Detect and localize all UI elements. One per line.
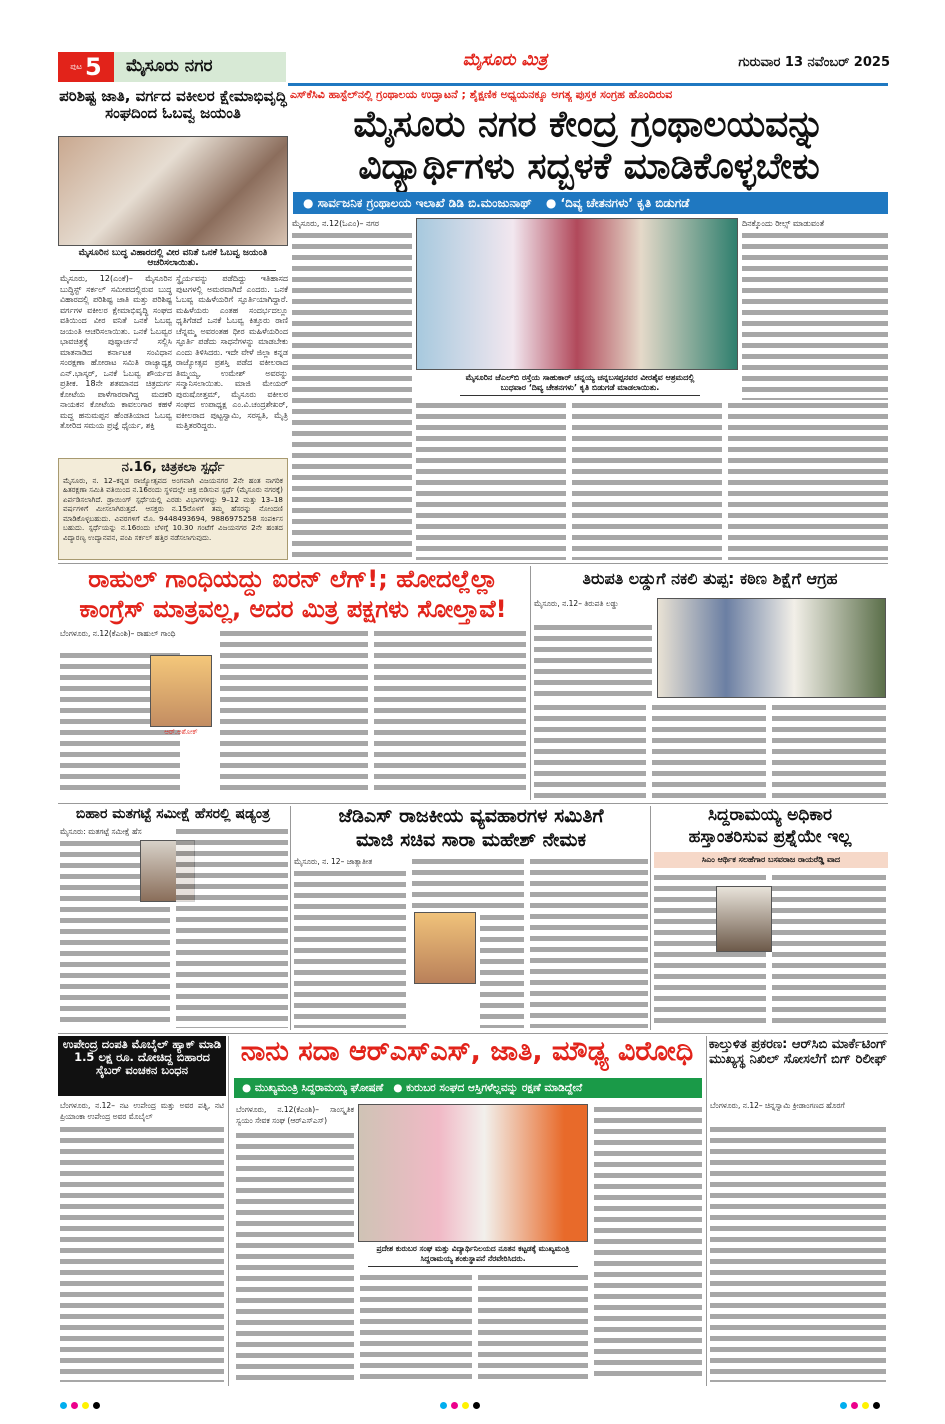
page-number: 5 <box>85 53 102 81</box>
jds-headline-line2: ಮಾಜಿ ಸಚಿವ ಸಾರಾ ಮಹೇಶ್ ನೇಮಕ <box>355 829 587 851</box>
rahul-body-col3 <box>374 628 526 795</box>
rss-body-col1 <box>236 1130 354 1382</box>
rss-bullet-1-text: ಮುಖ್ಯಮಂತ್ರಿ ಸಿದ್ದರಾಮಯ್ಯ ಘೋಷಣೆ <box>254 1081 384 1094</box>
lead-dateline: ಮೈಸೂರು, ನ.12(ಓಎಂ)– ನಗರ <box>292 219 379 228</box>
siddu-headline-line1: ಸಿದ್ದರಾಮಯ್ಯ ಅಧಿಕಾರ <box>707 805 833 825</box>
lead-bullet-2: ● ‘ದಿವ್ಯ ಚೇತನಗಳು’ ಕೃತಿ ಬಿಡುಗಡೆ <box>545 195 690 210</box>
divider <box>58 1033 888 1034</box>
bihar-body-col2 <box>176 826 288 1028</box>
divider <box>58 803 888 804</box>
tirupati-body-col2 <box>652 702 766 798</box>
lead-body-col4 <box>728 400 888 560</box>
rahul-headline-line1: ರಾಹುಲ್ ಗಾಂಧಿಯದ್ದು ಐರನ್ ಲೆಗ್!; ಹೋದಲ್ಲೆಲ್ಲಾ <box>88 565 498 593</box>
upendra-dateline: ಬೆಂಗಳೂರು, ನ.12– ನಟ ಉಪೇಂದ್ರ ಮತ್ತು ಅವರ ಪತ್ನಿ, ನಟಿ ಪ್ರಿಯಾಂಕಾ ಉಪೇಂದ್ರ ಅವರ ಮೊಬೈಲ್ <box>60 1101 224 1121</box>
jds-photo <box>414 912 476 984</box>
lead-bullet-2-text: ‘ದಿವ್ಯ ಚೇತನಗಳು’ ಕೃತಿ ಬಿಡುಗಡೆ <box>560 195 690 210</box>
siddu-body-col2 <box>772 872 886 1028</box>
rss-body-col3 <box>478 1272 588 1382</box>
jds-body-col3 <box>530 856 648 1028</box>
rss-body-col4 <box>594 1104 702 1382</box>
divider <box>228 1036 229 1386</box>
rahul-photo <box>150 655 212 727</box>
divider <box>290 806 291 1030</box>
rss-bullet-2: ● ಕುರುಬರ ಸಂಘದ ಆಸ್ತಿಗಳೆಲ್ಲವನ್ನು ರಕ್ಷಣೆ ಮಾಡಿದ್ದೇನೆ <box>393 1081 583 1094</box>
jds-body-col2 <box>412 856 524 908</box>
divider <box>530 566 531 800</box>
jds-dateline: ಮೈಸೂರು, ನ. 12– ಜಾತ್ಯಾತೀತ <box>294 857 373 866</box>
lead-subhead-bar <box>293 192 888 214</box>
upendra-body <box>60 1124 224 1382</box>
lead-bullet-1-text: ಸಾರ್ವಜನಿಕ ಗ್ರಂಥಾಲಯ ಇಲಾಖೆ ಡಿಡಿ ಬಿ.ಮಂಜುನಾಥ್ <box>317 195 532 210</box>
lead-dateline-right: ದಿನಕ್ಕೊಂದು ರೀಲ್ಸ್ ಮಾಡುವಂತೆ <box>742 219 825 228</box>
rss-photo <box>358 1104 588 1242</box>
tirupati-body-col3 <box>772 702 886 798</box>
lead-body-col2 <box>416 400 566 560</box>
siddu-headline-line2: ಹಸ್ತಾಂತರಿಸುವ ಪ್ರಶ್ನೆಯೇ ಇಲ್ಲ <box>688 827 852 847</box>
left-story-body-col1: ಮೈಸೂರು, 12(ಎಂಕೆ)– ಮೈಸೂರಿನ ಬುದ್ಧಿಸ್ಟ್ ಸರ್ಕಲ್ ಸಮೀಪದಲ್ಲಿರುವ ಬುದ್ಧ ವಿಹಾರದಲ್ಲಿ ಪರಿಶಿಷ್ಟ ಜಾತಿ ಮತ್ತು ಪರಿಶಿಷ್ಟ ವರ್ಗಗಳ ವಕೀಲರ ಕ್ಷೇಮಾಭಿವೃದ್ಧಿ ಸಂಘದ ವತಿಯಿಂದ ವೀರ ವನಿತೆ ಒನಕೆ ಓಬವ್ವ ಜಯಂತಿ ಆಚರಿಸಲಾಯಿತು. ಒನಕೆ ಓಬವ್ವರ ಭಾವಚಿತ್ರಕ್ಕೆ ಪುಷ್ಪಾರ್ಚನೆ ಸಲ್ಲಿಸಿ ಮಾತನಾಡಿದ ಕರ್ನಾಟಕ ಸಂವಿಧಾನ ಸಂರಕ್ಷಣಾ ಹೋರಾಟ ಸಮಿತಿ ರಾಜ್ಯಾಧ್ಯಕ್ಷ ಎನ್.ಭಾಸ್ಕರ್, ಒನಕೆ ಓಬವ್ವ ಶೌರ್ಯದ ಪ್ರತೀಕ. 18ನೇ ಶತಮಾನದ ಚಿತ್ರದುರ್ಗ ಕೋಟೆಯ ಪಾಳೆಗಾರರಾಗಿದ್ದ ಮದಕರಿ ನಾಯಕನ ಕೋಟೆಯ ಕಾವಲುಗಾರ ಕಹಳೆ ಮದ್ದ ಹನುಮಪ್ಪನ ಹೆಂಡತಿಯಾದ ಓಬವ್ವ ತೋರಿದ ಸಮಯ ಪ್ರಜ್ಞೆ ಧೈರ್ಯ, ಶಕ್ತಿ <box>60 274 172 430</box>
tirupati-dateline: ಮೈಸೂರು, ನ.12– ತಿರುಪತಿ ಲಡ್ಡು <box>534 599 619 608</box>
rss-subhead-bar <box>234 1078 702 1098</box>
left-story-caption: ಮೈಸೂರಿನ ಬುದ್ಧ ವಿಹಾರದಲ್ಲಿ ವೀರ ವನಿತೆ ಒನಕೆ ಓಬವ್ವ ಜಯಂತಿ ಆಚರಿಸಲಾಯಿತು. <box>70 248 276 271</box>
section-title: ಮೈಸೂರು ನಗರ <box>114 52 286 82</box>
siddu-photo <box>716 886 772 952</box>
left-story-headline: ಪರಿಶಿಷ್ಟ ಜಾತಿ, ವರ್ಗದ ವಕೀಲರ ಕ್ಷೇಮಾಭಿವೃದ್ಧಿ ಸಂಘದಿಂದ ಓಬವ್ವ ಜಯಂತಿ <box>59 87 287 123</box>
rss-photo-caption: ಪ್ರದೇಶ ಕುರುಬರ ಸಂಘ ಮತ್ತು ವಿದ್ಯಾರ್ಥಿನಿಲಯದ ನೂತನ ಕಟ್ಟಡಕ್ಕೆ ಮುಖ್ಯಮಂತ್ರಿ ಸಿದ್ದರಾಮಯ್ಯ ಶಂಕುಸ್ಥಾಪನೆ ನೆರವೇರಿಸಿದರು. <box>368 1244 578 1267</box>
rss-bullet-2-text: ಕುರುಬರ ಸಂಘದ ಆಸ್ತಿಗಳೆಲ್ಲವನ್ನು ರಕ್ಷಣೆ ಮಾಡಿದ್ದೇನೆ <box>406 1081 583 1094</box>
tirupati-headline: ತಿರುಪತಿ ಲಡ್ಡುಗೆ ನಕಲಿ ತುಪ್ಪ: ಕಠಿಣ ಶಿಕ್ಷೆಗೆ ಆಗ್ರಹ <box>582 569 838 588</box>
lead-headline-line2: ವಿದ್ಯಾರ್ಥಿಗಳು ಸದ್ಬಳಕೆ ಮಾಡಿಕೊಳ್ಳಬೇಕು <box>358 146 820 187</box>
page-number-badge <box>58 52 114 82</box>
divider <box>706 1036 707 1386</box>
contest-box <box>58 458 288 560</box>
lead-photo-caption: ಮೈಸೂರಿನ ಜೆಎಲ್‌ಬಿ ರಸ್ತೆಯ ಸಾಹುಕಾರ್ ಚನ್ನಯ್ಯ ಚನ್ನಬಸಪ್ಪನವರ ವೀರಶೈವ ಆಶ್ರಮದಲ್ಲಿ ಬುಧವಾರ ‘ದಿವ್ಯ ಚೇತನಗಳು’ ಕೃತಿ ಬಿಡುಗಡೆ ಮಾಡಲಾಯಿತು. <box>460 373 700 396</box>
jds-body-col1 <box>294 868 406 1028</box>
lead-kicker: ಎಸ್‌ಕೆಸಿವಿ ಹಾಸ್ಟೆಲ್‌ನಲ್ಲಿ ಗ್ರಂಥಾಲಯ ಉದ್ಘಾಟನೆ ; ಶೈಕ್ಷಣಿಕ ಅಧ್ಯಯನಕ್ಕೂ ಅಗತ್ಯ ಪುಸ್ತಕ ಸಂಗ್ರಹ ಹೊಂದಿರುವ <box>290 88 673 101</box>
rss-headline: ನಾನು ಸದಾ ಆರ್‌ಎಸ್‌ಎಸ್, ಜಾತಿ, ಮೌಢ್ಯ ವಿರೋಧಿ <box>240 1036 694 1067</box>
bihar-dateline: ಮೈಸೂರು: ಮತಗಟ್ಟೆ ಸಮೀಕ್ಷೆ ಹೆಸ <box>60 827 142 836</box>
lead-body-col-right <box>742 230 888 400</box>
contest-headline: ನ.16, ಚಿತ್ರಕಲಾ ಸ್ಪರ್ಧೆ <box>121 460 225 475</box>
rss-bullet-1: ● ಮುಖ್ಯಮಂತ್ರಿ ಸಿದ್ದರಾಮಯ್ಯ ಘೋಷಣೆ <box>242 1081 384 1094</box>
upendra-headline: ಉಪೇಂದ್ರ ದಂಪತಿ ಮೊಬೈಲ್ ಹ್ಯಾಕ್ ಮಾಡಿ 1.5 ಲಕ್ಷ ರೂ. ದೋಚಿದ್ದ ಬಿಹಾರದ ಸೈಬರ್ ವಂಚಕನ ಬಂಧನ <box>58 1036 226 1096</box>
masthead-logo: ಮೈಸೂರು ಮಿತ್ರ <box>462 50 548 70</box>
bihar-headline: ಬಿಹಾರ ಮತಗಟ್ಟೆ ಸಮೀಕ್ಷೆ ಹೆಸರಲ್ಲಿ ಷಡ್ಯಂತ್ರ <box>75 806 271 822</box>
rcb-headline: ಕಾಲ್ತುಳಿತ ಪ್ರಕರಣ: ಆರ್‌ಸಿಬಿ ಮಾರ್ಕೆಟಿಂಗ್ ಮುಖ್ಯಸ್ಥ ನಿಖಿಲ್ ಸೋಸಲೆಗೆ ಬಿಗ್ ರಿಲೀಫ್ <box>708 1037 888 1067</box>
divider <box>650 806 651 1030</box>
divider <box>58 563 888 564</box>
tirupati-body-left <box>534 622 652 698</box>
rahul-dateline: ಬೆಂಗಳೂರು, ನ.12(ಕೆಎಂಶಿ)– ರಾಹುಲ್ ಗಾಂಧಿ <box>60 629 176 638</box>
lead-photo <box>416 218 738 370</box>
print-registration-marks <box>60 1402 100 1409</box>
contest-body: ಮೈಸೂರು, ನ. 12–ಕನ್ನಡ ರಾಜ್ಯೋತ್ಸವದ ಅಂಗವಾಗಿ ವಿಜಯನಗರ 2ನೇ ಹಂತ ನಾಗರಿಕ ಹಿತರಕ್ಷಣಾ ಸಮಿತಿ ವತಿಯಿಂದ ನ.16ರಂದು ಸ್ಥಳದಲ್ಲೇ ಚಿತ್ರ ಬಿಡಿಸುವ ಸ್ಪರ್ಧೆ (ಮೈಸೂರು ನಗರಕ್ಕೆ) ಏರ್ಪಡಿಸಲಾಗಿದೆ. ಡ್ರಾಯಿಂಗ್ ಸ್ಪರ್ಧೆಯಲ್ಲಿ ಎರಡು ವಿಭಾಗಗಳಿದ್ದು 9–12 ಮತ್ತು 13–18 ವರ್ಷಗಳಿಗೆ ಮೀಸಲಾಗಿರುತ್ತದೆ. ಆಸಕ್ತರು ನ.15ರೊಳಗೆ ತಮ್ಮ ಹೆಸರನ್ನು ನೋಂದಣಿ ಮಾಡಿಕೊಳ್ಳಬಹುದು. ವಿವರಗಳಿಗೆ ಮೊ. 9448493694, 9886975258 ಸಂಪರ್ಕಿಸ ಬಹುದು. ಸ್ಪರ್ಧೆಯನ್ನು ನ.16ರಂದು ಬೆಳಗ್ಗೆ 10.30 ಗಂಟೆಗೆ ವಿಜಯನಗರ 2ನೇ ಹಂತದ ವಿದ್ಯಾರಣ್ಯ ಉದ್ಯಾನವನ, ಪಂಪಿ ಸರ್ಕಲ್ ಹತ್ತಿರ ನಡೆಸಲಾಗುವುದು. <box>63 475 283 542</box>
print-registration-marks <box>440 1402 480 1409</box>
rahul-photo-label: ಆರ್.ಅಶೋಕ್ <box>164 728 198 736</box>
issue-date: ಗುರುವಾರ 13 ನವೆಂಬರ್ 2025 <box>738 55 890 70</box>
rahul-body-col2 <box>220 628 368 795</box>
page-label: ಪುಟ <box>70 62 83 71</box>
left-story-photo <box>58 136 288 246</box>
lead-bullet-1: ● ಸಾರ್ವಜನಿಕ ಗ್ರಂಥಾಲಯ ಇಲಾಖೆ ಡಿಡಿ ಬಿ.ಮಂಜುನಾಥ್ <box>303 195 532 210</box>
lead-body-col1 <box>292 230 412 560</box>
lead-headline-line1: ಮೈಸೂರು ನಗರ ಕೇಂದ್ರ ಗ್ರಂಥಾಲಯವನ್ನು <box>353 104 825 145</box>
jds-body-col2b <box>480 912 524 1028</box>
print-registration-marks <box>840 1402 880 1409</box>
rcb-body <box>710 1124 886 1382</box>
header-rule <box>288 83 888 86</box>
tirupati-photo <box>657 598 886 698</box>
jds-headline-line1: ಜೆಡಿಎಸ್ ರಾಜಕೀಯ ವ್ಯವಹಾರಗಳ ಸಮಿತಿಗೆ <box>338 805 604 827</box>
left-story-body-col2: ಸ್ಥೈರ್ಯವನ್ನು ಪಡೆದಿದ್ದು ಇತಿಹಾಸದ ಪುಟಗಳಲ್ಲಿ ಅಮರವಾಗಿದೆ ಎಂದರು. ಒನಕೆ ಓಬವ್ವ ಮಹಿಳೆಯರಿಗೆ ಸ್ಫೂರ್ತಿಯಾಗಿದ್ದಾರೆ. ಮಹಿಳೆಯರು ಎಂತಹ ಸಂದರ್ಭದಲ್ಲೂ ಧೃತಿಗೆಡದೆ ಒನಕೆ ಓಬವ್ವ ಕಿತ್ತೂರು ರಾಣಿ ಚೆನ್ನಮ್ಮ ಅವರಂತಹ ಧೀರ ಮಹಿಳೆಯರಿಂದ ಸ್ಫೂರ್ತಿ ಪಡೆದು ಸಾಧನೆಗಳನ್ನು ಮಾಡಬೇಕು ಎಂದು ತಿಳಿಸಿದರು. ಇದೇ ವೇಳೆ ಜಿಲ್ಲಾ ಕನ್ನಡ ರಾಜ್ಯೋತ್ಸವ ಪ್ರಶಸ್ತಿ ಪಡೆದ ವಕೀಲರಾದ ತಿಮ್ಮಯ್ಯ, ಉಮೇಶ್ ಅವರನ್ನು ಸನ್ಮಾನಿಸಲಾಯಿತು. ಮಾಜಿ ಮೇಯರ್ ಪುರುಷೋತ್ತಮ್, ಮೈಸೂರು ವಕೀಲರ ಸಂಘದ ಉಪಾಧ್ಯಕ್ಷ ಎಂ.ವಿ.ಚಂದ್ರಶೇಖರ್, ವಕೀಲರಾದ ಪುಟ್ಟಸ್ವಾಮಿ, ಸರಸ್ವತಿ, ಮೈತ್ರಿ ಮತ್ತಿತರರಿದ್ದರು. <box>176 274 288 430</box>
lead-body-col3 <box>572 400 722 560</box>
tirupati-body-col1 <box>534 702 646 798</box>
rss-body-col2 <box>360 1272 472 1382</box>
rahul-headline-line2: ಕಾಂಗ್ರೆಸ್ ಮಾತ್ರವಲ್ಲ, ಅದರ ಮಿತ್ರ ಪಕ್ಷಗಳು ಸೋಲ್ತಾವೆ! <box>79 595 507 623</box>
rcb-dateline: ಬೆಂಗಳೂರು, ನ.12– ಚಿನ್ನಸ್ವಾಮಿ ಕ್ರೀಡಾಂಗಣದ ಹೊರಗೆ <box>710 1101 845 1110</box>
rss-dateline: ಬೆಂಗಳೂರು, ನ.12(ಕೆಎಂಶಿ)– ಸಾಂಸ್ಕೃತಿಕ ಸ್ವಯಂ ಸೇವಕ ಸಂಘ (ಆರ್‌ಎಸ್‌ಎಸ್) <box>236 1105 354 1125</box>
siddu-subhead: ಸಿಎಂ ಆರ್ಥಿಕ ಸಲಹೆಗಾರ ಬಸವರಾಜ ರಾಯರೆಡ್ಡಿ ವಾದ <box>654 852 888 868</box>
